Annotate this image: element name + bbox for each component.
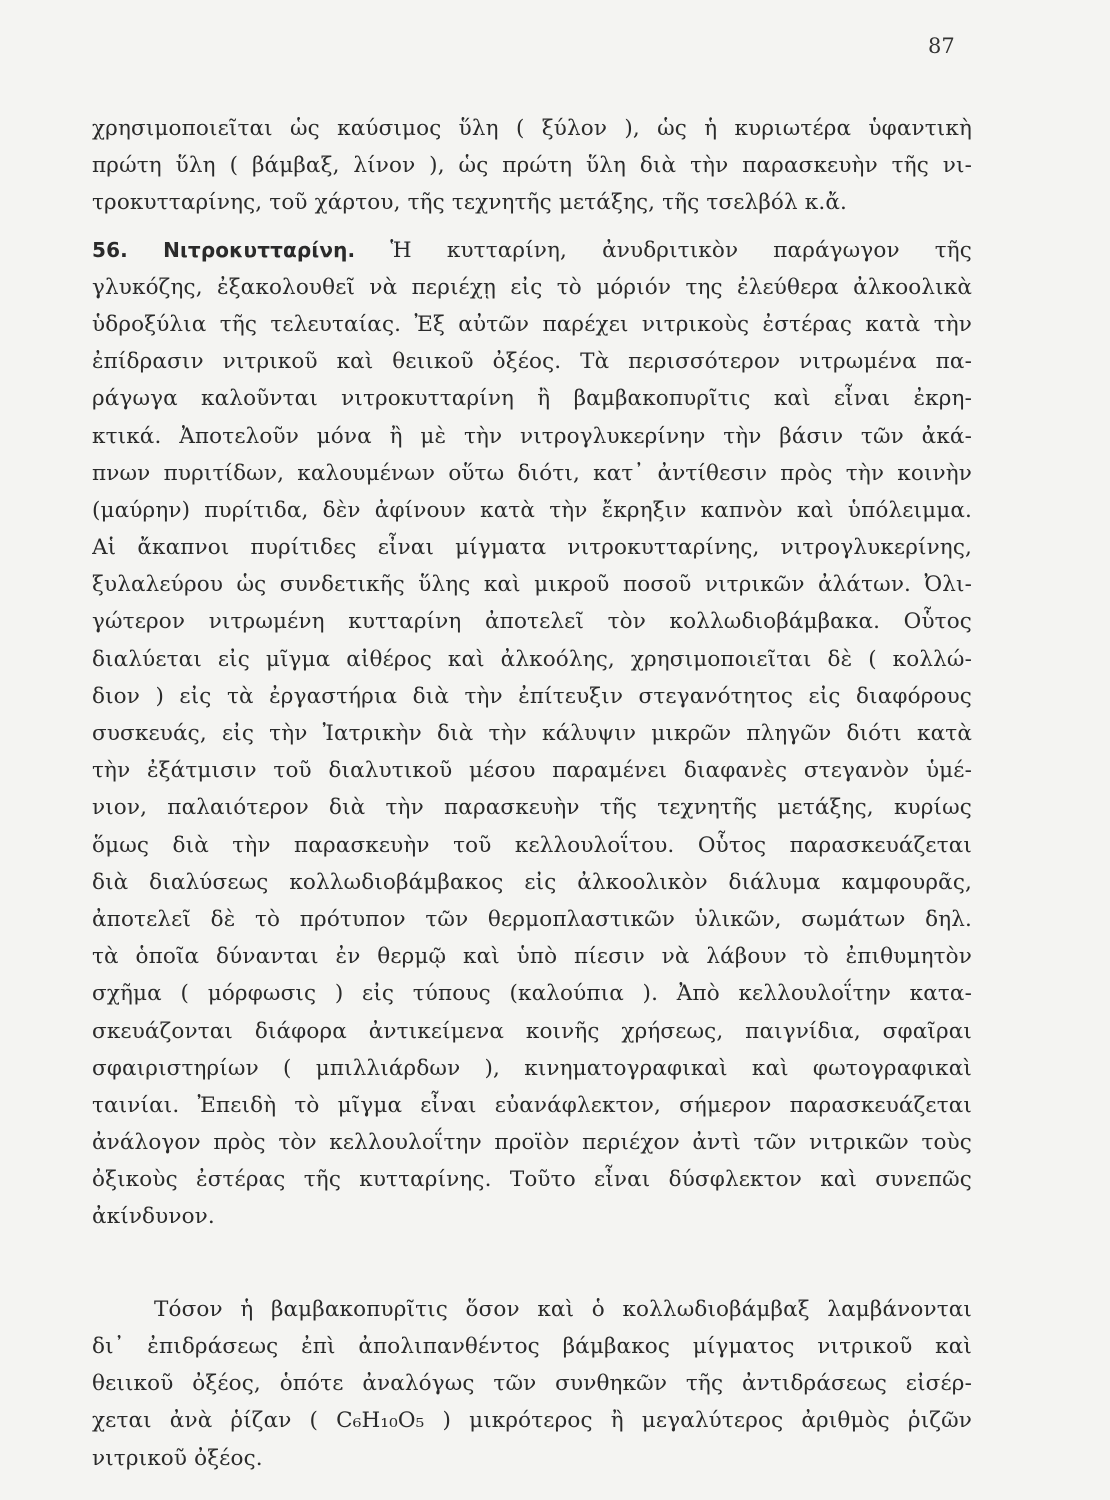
text-line: πρώτη ὕλη ( βάμβαξ, λίνον ), ὡς πρώτη ὕλη διὰ τὴν παρασκευὴν τῆς νι- (92, 153, 972, 179)
body-text (92, 110, 972, 1477)
text-line: τροκυτταρίνης, τοῦ χάρτου, τῆς τεχνητῆς μετάξης, τῆς τσελβόλ κ.ἄ. (92, 190, 847, 216)
text-line: κτικά. Ἀποτελοῦν μόνα ἢ μὲ τὴν νιτρογλυκερίνην τὴν βάσιν τῶν ἀκά- (92, 423, 972, 449)
text-line: δι᾽ ἐπιδράσεως ἐπὶ ἀπολιπανθέντος βάμβακος μίγματος νιτρικοῦ καὶ (92, 1334, 972, 1359)
text-line: θειικοῦ ὀξέος, ὁπότε ἀναλόγως τῶν συνθηκῶν τῆς ἀντιδράσεως εἰσέρ- (92, 1371, 972, 1397)
text-line: διὰ διαλύσεως κολλωδιοβάμβακος εἰς ἀλκοολικὸν διάλυμα καμφουρᾶς, (92, 869, 972, 895)
text-line: συσκευάς, εἰς τὴν Ἰατρικὴν διὰ τὴν κάλυψιν μικρῶν πληγῶν διότι κατὰ (92, 721, 972, 746)
text-line: τὰ ὁποῖα δύνανται ἐν θερμῷ καὶ ὑπὸ πίεσιν νὰ λάβουν τὸ ἐπιθυμητὸν (92, 944, 972, 970)
text-line: νιτρικοῦ ὀξέος. (92, 1445, 263, 1471)
text-line: ἀνάλογον πρὸς τὸν κελλουλοΐτην προϊὸν περιέχον ἀντὶ τῶν νιτρικῶν τοὺς (92, 1130, 972, 1156)
text-line: γώτερον νιτρωμένη κυτταρίνη ἀποτελεῖ τὸν κολλωδιοβάμβακα. Οὗτος (92, 609, 972, 635)
heading-continuation: Ἡ κυτταρίνη, ἀνυδριτικὸν παράγωγον τῆς (355, 237, 972, 263)
section-heading: 56. Νιτροκυτταρίνη. (92, 237, 356, 262)
text-line: ἀποτελεῖ δὲ τὸ πρότυπον τῶν θερμοπλαστικῶν ὑλικῶν, σωμάτων δηλ. (92, 906, 972, 932)
text-line: σφαιριστηρίων ( μπιλλιάρδων ), κινηματογραφικαὶ καὶ φωτογραφικαὶ (92, 1055, 972, 1081)
text-line: τὴν ἐξάτμισιν τοῦ διαλυτικοῦ μέσου παραμένει διαφανὲς στεγανὸν ὑμέ- (92, 758, 972, 784)
text-line: ὑδροξύλια τῆς τελευταίας. Ἐξ αὐτῶν παρέχει νιτρικοὺς ἐστέρας κατὰ τὴν (92, 311, 972, 337)
text-line: σχῆμα ( μόρφωσις ) εἰς τύπους (καλούπια ). Ἀπὸ κελλουλοΐτην κατα- (92, 981, 972, 1007)
text-line: πνων πυριτίδων, καλουμένων οὕτω διότι, κατ᾽ ἀντίθεσιν πρὸς τὴν κοινὴν (92, 460, 972, 486)
text-line (92, 232, 972, 269)
text-line: νιον, παλαιότερον διὰ τὴν παρασκευὴν τῆς τεχνητῆς μετάξης, κυρίως (92, 795, 972, 821)
text-line: ράγωγα καλοῦνται νιτροκυτταρίνη ἢ βαμβακοπυρῖτις καὶ εἶναι ἐκρη- (92, 386, 972, 412)
text-line: ὅμως διὰ τὴν παρασκευὴν τοῦ κελλουλοΐτου. Οὗτος παρασκευάζεται (92, 832, 972, 858)
text-line: διαλύεται εἰς μῖγμα αἰθέρος καὶ ἀλκοόλης, χρησιμοποιεῖται δὲ ( κολλώ- (92, 646, 972, 672)
page-number: 87 (928, 34, 955, 58)
text-line: χρησιμοποιεῖται ὡς καύσιμος ὕλη ( ξύλον ), ὡς ἡ κυριωτέρα ὑφαντικὴ (92, 116, 972, 141)
text-line: ἐπίδρασιν νιτρικοῦ καὶ θειικοῦ ὀξέος. Τὰ περισσότερον νιτρωμένα πα- (92, 349, 972, 375)
text-line: Αἱ ἄκαπνοι πυρίτιδες εἶναι μίγματα νιτροκυτταρίνης, νιτρογλυκερίνης, (92, 535, 972, 561)
paragraph-intro (92, 110, 972, 222)
text-line: ὀξικοὺς ἐστέρας τῆς κυτταρίνης. Τοῦτο εἶναι δύσφλεκτον καὶ συνεπῶς (92, 1167, 972, 1193)
text-line: Τόσον ἡ βαμβακοπυρῖτις ὅσον καὶ ὁ κολλωδιοβάμβαξ λαμβάνονται (154, 1296, 972, 1322)
text-line (92, 1236, 972, 1273)
section-56 (92, 232, 972, 1273)
paragraph-preparation (92, 1291, 972, 1477)
text-line: σκευάζονται διάφορα ἀντικείμενα κοινῆς χρήσεως, παιγνίδια, σφαῖραι (92, 1018, 972, 1044)
text-line: ξυλαλεύρου ὡς συνδετικῆς ὕλης καὶ μικροῦ ποσοῦ νιτρικῶν ἀλάτων. Ὀλι- (92, 572, 972, 598)
text-line: γλυκόζης, ἐξακολουθεῖ νὰ περιέχῃ εἰς τὸ μόριόν της ἐλεύθερα ἀλκοολικὰ (92, 274, 972, 300)
text-line: ἀκίνδυνον. (92, 1204, 215, 1230)
text-line: χεται ἀνὰ ῥίζαν ( C₆H₁₀O₅ ) μικρότερος ἢ μεγαλύτερος ἀριθμὸς ῥιζῶν (92, 1408, 972, 1434)
text-line: (μαύρην) πυρίτιδα, δὲν ἀφίνουν κατὰ τὴν ἔκρηξιν καπνὸν καὶ ὑπόλειμμα. (92, 497, 972, 523)
text-line: διον ) εἰς τὰ ἐργαστήρια διὰ τὴν ἐπίτευξιν στεγανότητος εἰς διαφόρους (92, 683, 972, 709)
text-line: ταινίαι. Ἐπειδὴ τὸ μῖγμα εἶναι εὐανάφλεκτον, σήμερον παρασκευάζεται (92, 1092, 972, 1118)
